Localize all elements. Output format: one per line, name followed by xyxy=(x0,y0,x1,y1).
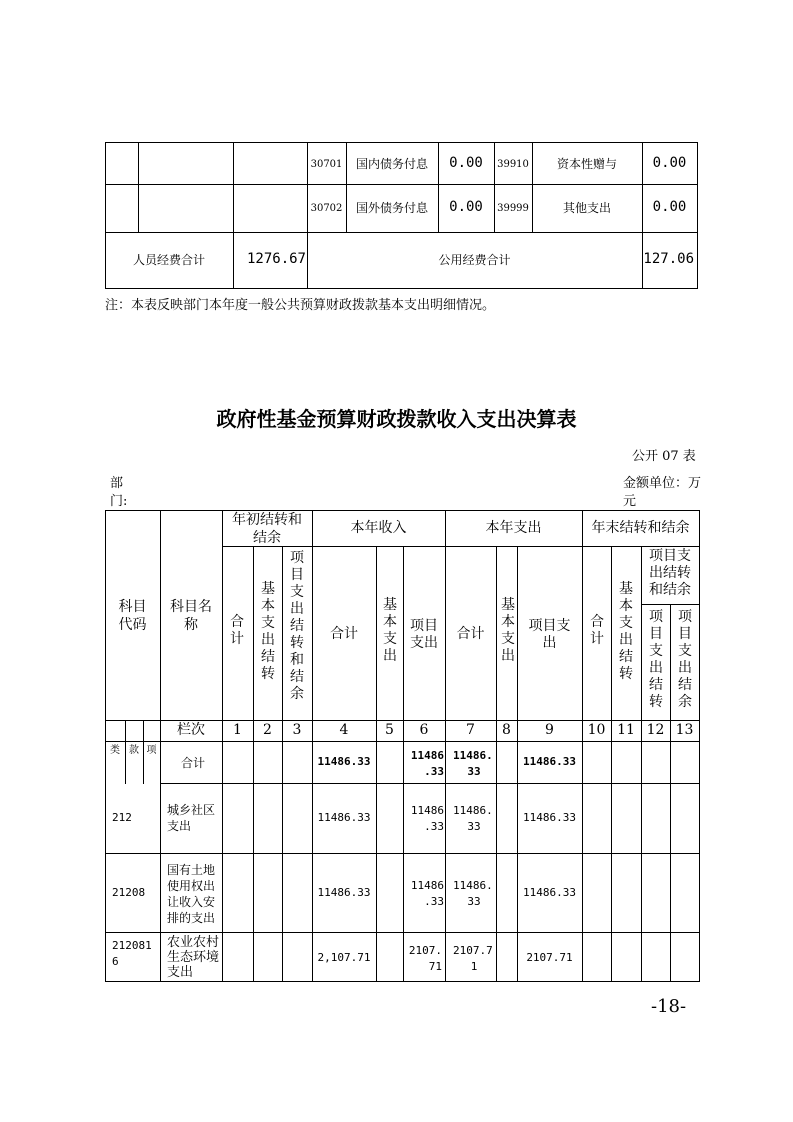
header-c11: 基 本 支 出 结 转 xyxy=(619,581,633,682)
header-code: 科目 代码 xyxy=(118,599,147,633)
header-income: 本年收入 xyxy=(350,520,407,536)
col-no: 4 xyxy=(339,722,349,738)
header-closing-balance: 年末结转和结余 xyxy=(591,520,690,536)
dept-label-cont: 门: xyxy=(110,494,128,509)
header-opening-balance: 年初结转和 结余 xyxy=(232,512,302,546)
public-total-label: 公用经费合计 xyxy=(438,253,511,267)
row-name: 城乡社区 支出 xyxy=(167,803,216,833)
header-c1: 合 计 xyxy=(230,614,244,647)
econ-code: 39999 xyxy=(497,203,529,214)
col-no: 6 xyxy=(419,722,429,738)
row-c9: 2107.71 xyxy=(526,951,573,964)
econ-code: 30701 xyxy=(310,159,343,170)
row-c7: 11486. 33 xyxy=(453,804,493,833)
col-no: 11 xyxy=(617,722,635,738)
label-lei: 类 xyxy=(110,745,120,756)
col-no: 7 xyxy=(466,722,475,738)
dept-label: 部 xyxy=(110,476,124,491)
col-no: 9 xyxy=(545,722,554,738)
header-c10: 合 计 xyxy=(590,614,604,647)
row-c6: 2107. 71 xyxy=(408,944,442,973)
col-no: 8 xyxy=(502,722,511,738)
row-code: 212081 6 xyxy=(112,939,152,968)
col-no: 13 xyxy=(675,722,694,738)
public-total-value: 127.06 xyxy=(643,251,694,267)
personnel-total-value: 1276.67 xyxy=(246,251,306,267)
row-c7: 11486. 33 xyxy=(453,879,493,908)
econ-name: 其他支出 xyxy=(562,201,611,215)
econ-name: 资本性赠与 xyxy=(556,157,617,171)
row-c7: 2107.7 1 xyxy=(453,944,493,973)
row-total-c4: 11486.33 xyxy=(317,755,371,768)
col-no: 10 xyxy=(587,722,606,738)
personnel-total-label: 人员经费合计 xyxy=(132,253,205,267)
row-c4: 11486.33 xyxy=(317,886,371,899)
row-total-c9: 11486.33 xyxy=(523,755,576,768)
form-number: 公开 07 表 xyxy=(632,449,696,464)
header-proj-carry-group: 项目支 出结转 和结余 xyxy=(649,548,691,598)
col-no: 1 xyxy=(233,722,242,738)
row-c6: 11486 .33 xyxy=(410,804,444,833)
unit-label-cont: 元 xyxy=(623,494,637,509)
header-expenditure: 本年支出 xyxy=(485,520,542,536)
row-total-c7: 11486. 33 xyxy=(453,749,493,778)
table-note: 注：本表反映部门本年度一般公共预算财政拨款基本支出明细情况。 xyxy=(105,298,496,313)
econ-code: 39910 xyxy=(497,159,529,170)
label-column-no: 栏次 xyxy=(177,722,205,738)
col-no: 12 xyxy=(646,722,665,738)
row-total-c6: 11486 .33 xyxy=(410,749,444,778)
row-c9: 11486.33 xyxy=(523,811,576,824)
header-c13: 项 目 支 出 结 余 xyxy=(678,609,692,710)
row-total-name: 合计 xyxy=(181,756,206,770)
row-name: 国有土地 使用权出 让收入安 排的支出 xyxy=(167,863,216,925)
header-c8: 基 本 支 出 xyxy=(501,597,515,664)
col-no: 3 xyxy=(292,722,302,738)
unit-label: 金额单位：万 xyxy=(623,476,702,491)
row-c4: 2,107.71 xyxy=(317,951,371,964)
header-c12: 项 目 支 出 结 转 xyxy=(649,609,663,710)
row-c4: 11486.33 xyxy=(317,811,371,824)
row-c6: 11486 .33 xyxy=(410,879,444,908)
econ-name: 国外债务付息 xyxy=(355,201,428,215)
label-xiang: 项 xyxy=(146,745,157,756)
col-no: 5 xyxy=(385,722,394,738)
econ-value: 0.00 xyxy=(449,199,483,215)
page-number: -18- xyxy=(651,996,687,1017)
header-c4: 合计 xyxy=(330,626,358,642)
row-code: 212 xyxy=(112,811,132,824)
col-no: 2 xyxy=(263,722,272,738)
econ-name: 国内债务付息 xyxy=(355,157,428,171)
econ-value: 0.00 xyxy=(652,199,687,215)
header-name: 科目名 称 xyxy=(170,599,212,633)
header-c5: 基 本 支 出 xyxy=(383,597,397,664)
header-c9: 项目支 出 xyxy=(528,618,571,651)
econ-code: 30702 xyxy=(310,203,343,214)
row-code: 21208 xyxy=(112,886,146,899)
row-c9: 11486.33 xyxy=(523,886,576,899)
header-c3: 项 目 支 出 结 转 和 结 余 xyxy=(290,550,304,702)
label-kuan: 款 xyxy=(129,745,139,756)
header-c2: 基 本 支 出 结 转 xyxy=(261,581,275,682)
page-title: 政府性基金预算财政拨款收入支出决算表 xyxy=(216,407,577,431)
row-name: 农业农村 生态环境 支出 xyxy=(167,935,220,980)
header-c7: 合计 xyxy=(456,626,485,642)
header-c6: 项目 支出 xyxy=(410,618,438,651)
econ-value: 0.00 xyxy=(652,155,687,171)
econ-value: 0.00 xyxy=(449,155,483,171)
